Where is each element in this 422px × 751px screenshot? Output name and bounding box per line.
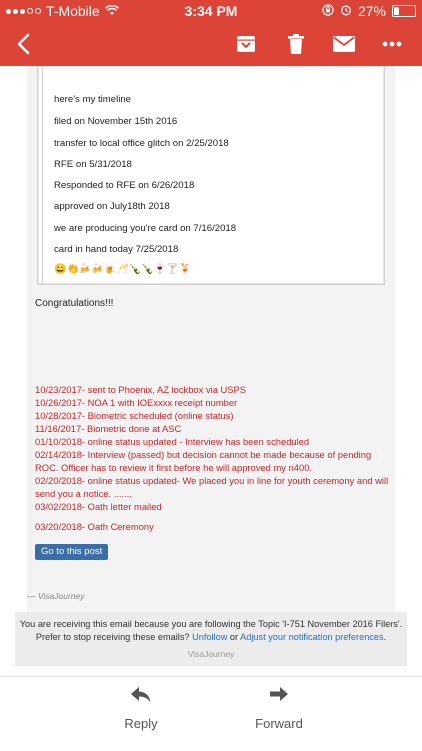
event-line: 02/20/2018- online status updated- We placed you in line for youth ceremony and will <box>35 475 389 486</box>
timeline-line: transfer to local office glitch on 2/25/2018 <box>54 138 229 149</box>
event-line: ROC. Officer has to review it first before he will approved my n400. <box>35 462 313 473</box>
post-card <box>27 66 395 616</box>
event-line: 11/16/2017- Biometric done at ASC <box>35 423 182 434</box>
status-time: 3:34 PM <box>184 3 238 19</box>
timeline-line: card in hand today 7/25/2018 <box>54 244 179 255</box>
emoji-row: 😀👏🍻🍻🍺🥂🍾🍾🍷🍸🍹 <box>54 264 191 275</box>
more-options-button[interactable] <box>380 30 404 58</box>
footer-period: . <box>383 632 387 642</box>
status-bar <box>0 0 422 22</box>
back-button[interactable] <box>10 30 36 58</box>
archive-button[interactable] <box>234 30 258 58</box>
bottom-action-bar <box>0 676 422 751</box>
reply-label: Reply <box>124 716 158 731</box>
reply-button[interactable] <box>81 687 201 731</box>
go-to-post-button[interactable]: Go to this post <box>35 544 108 560</box>
quote-border <box>42 66 43 284</box>
mark-unread-button[interactable] <box>332 30 356 58</box>
event-line: 10/26/2017- NOA 1 with IOExxxx receipt number <box>35 397 238 408</box>
congrats-text: Congratulations!!! <box>35 298 114 309</box>
adjust-preferences-link[interactable]: Adjust your notification preferences <box>240 632 384 642</box>
event-line: 10/28/2017- Biometric scheduled (online status) <box>35 410 234 421</box>
email-body[interactable] <box>0 66 422 676</box>
event-line: 03/20/2018- Oath Ceremony <box>35 521 154 532</box>
reply-arrow-icon <box>131 687 151 703</box>
email-footer <box>15 612 407 666</box>
battery-icon <box>392 5 416 17</box>
signature: — VisaJourney <box>27 591 85 601</box>
forward-arrow-icon <box>270 687 288 703</box>
event-line: 02/14/2018- Interview (passed) but decision cannot be made because of pending <box>35 449 372 460</box>
carrier-name: T-Mobile <box>46 3 100 19</box>
trash-icon <box>287 34 305 54</box>
status-right <box>322 3 416 19</box>
event-line: send you a notice. ....... <box>35 488 132 499</box>
footer-line1: You are receiving this email because you are following the Topic 'I-751 November 2016 Filers'. <box>19 619 403 629</box>
quoted-timeline <box>37 66 385 285</box>
timeline-line: filed on November 15th 2016 <box>54 116 178 127</box>
forward-button[interactable] <box>219 687 339 731</box>
delete-button[interactable] <box>284 30 308 58</box>
timeline-line: we are producing you're card on 7/16/2018 <box>54 223 237 234</box>
back-arrow-icon <box>16 33 30 55</box>
footer-line2-prefix: Prefer to stop receiving these emails? <box>35 632 190 642</box>
orientation-lock-icon <box>322 3 334 19</box>
timeline-line: Responded to RFE on 6/26/2018 <box>54 180 195 191</box>
unfollow-link[interactable]: Unfollow <box>192 632 228 642</box>
timeline-line: approved on July18th 2018 <box>54 201 170 212</box>
footer-brand: VisaJourney <box>187 649 235 659</box>
battery-percent: 27% <box>357 3 386 19</box>
timeline-line: RFE on 5/31/2018 <box>54 159 132 170</box>
mail-icon <box>333 36 355 52</box>
archive-icon <box>236 34 256 54</box>
event-line: 03/02/2018- Oath letter mailed <box>35 501 162 512</box>
alarm-icon <box>340 3 352 19</box>
event-line: 01/10/2018- online status updated - Interview has been scheduled <box>35 436 310 447</box>
event-line: 10/23/2017- sent to Phoenix, AZ lockbox via USPS <box>35 384 247 395</box>
timeline-line: here's my timeline <box>54 94 132 105</box>
footer-text <box>15 618 407 644</box>
footer-or: or <box>229 632 239 642</box>
more-dots-icon <box>382 41 402 47</box>
app-bar <box>0 22 422 66</box>
forward-label: Forward <box>255 716 303 731</box>
